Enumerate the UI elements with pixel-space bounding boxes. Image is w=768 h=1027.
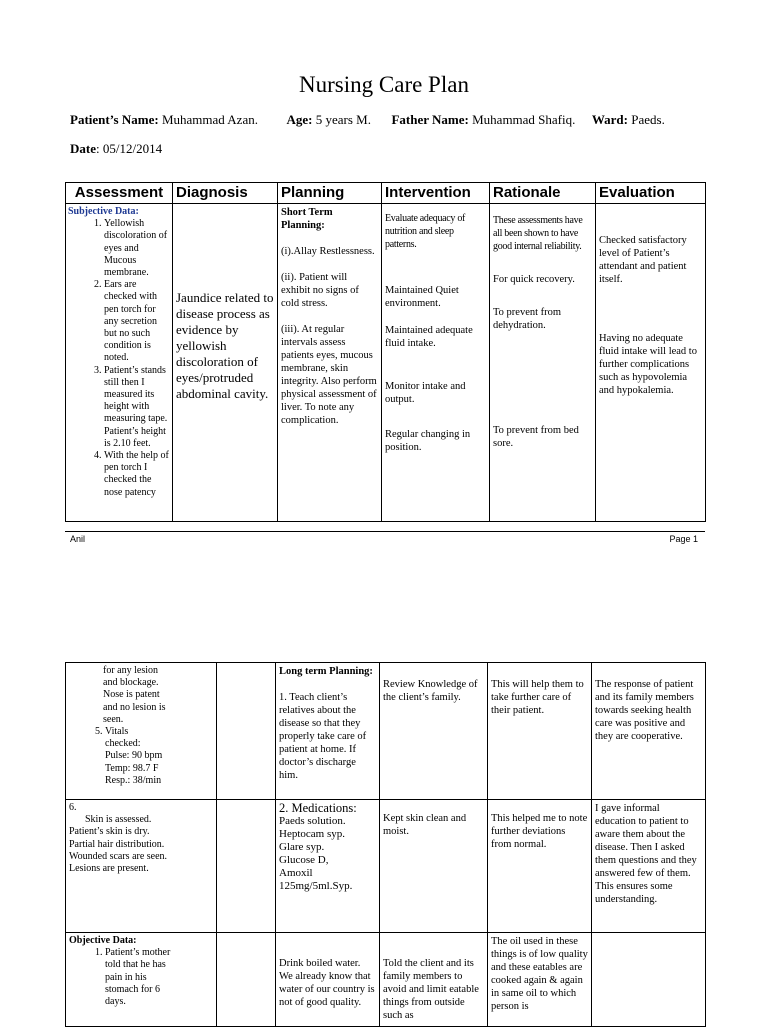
planning-item: (iii). At regular intervals assess patients eyes, mucous membrane, skin integrity. Also perform physical assessment of liver. To note any complication. xyxy=(281,324,377,426)
long-term-heading: Long term Planning: xyxy=(279,666,373,677)
patient-name: Muhammad Azan. xyxy=(158,112,258,127)
header-rationale: Rationale xyxy=(490,183,596,204)
intervention-cell: Kept skin clean and moist. xyxy=(380,800,488,933)
date-label: Date xyxy=(70,141,96,156)
rationale-item: These assessments have all been shown to have good internal reliability. xyxy=(493,215,583,252)
intervention-item: Maintained adequate fluid intake. xyxy=(385,325,473,349)
intervention-cell: Told the client and its family members to avoid and limit eatable things from outside such as xyxy=(380,933,488,1027)
short-term-heading: Short Term Planning: xyxy=(281,207,333,231)
medication-item: Glare syp. xyxy=(279,841,325,853)
assessment-item: 5. Vitals checked: xyxy=(105,726,165,750)
header-intervention: Intervention xyxy=(382,183,490,204)
medication-item: Glucose D, xyxy=(279,854,329,866)
assessment-item: 1. Yellowish discoloration of eyes and Mucous membrane. xyxy=(104,218,169,279)
date-row xyxy=(70,141,162,157)
intervention-cell: Review Knowledge of the client’s family. xyxy=(380,663,488,800)
planning-item: 1. Teach client’s relatives about the disease so that they properly take care of patient at home. If doctor’s discharge him. xyxy=(279,692,367,781)
rationale-cell: This helped me to note further deviations from normal. xyxy=(488,800,592,933)
evaluation-cell xyxy=(592,933,706,1027)
rationale-cell: The oil used in these things is of low quality and these eatables are cooked again & again in same oil to which person is xyxy=(488,933,592,1027)
diagnosis-cell xyxy=(217,663,276,800)
header-diagnosis: Diagnosis xyxy=(173,183,278,204)
intervention-item: Regular changing in position. xyxy=(385,429,471,453)
vital-pulse: Pulse: 90 bpm xyxy=(105,750,163,762)
header-planning: Planning xyxy=(278,183,382,204)
rationale-cell xyxy=(490,204,596,522)
planning-cell xyxy=(276,663,380,800)
diagnosis-cell xyxy=(217,800,276,933)
medication-item: Heptocam syp. xyxy=(279,828,345,840)
assessment-item: 3. Patient’s stands still then I measured its height with measuring tape. Patient’s height is 2.10 feet. xyxy=(104,365,169,450)
planning-item: (ii). Patient will exhibit no signs of cold stress. xyxy=(281,272,359,309)
planning-cell xyxy=(276,800,380,933)
assessment-continued: for any lesion and blockage. Nose is patent and no lesion is seen. xyxy=(103,665,166,725)
rationale-cell: This will help them to take further care of their patient. xyxy=(488,663,592,800)
assessment-number: 6. xyxy=(69,802,77,813)
assessment-item: 2. Ears are checked with pen torch for any secretion but no such condition is noted. xyxy=(104,279,169,364)
rationale-item: For quick recovery. xyxy=(493,274,575,285)
planning-cell xyxy=(278,204,382,522)
ward-label: Ward: xyxy=(591,112,628,127)
vital-temp: Temp: 98.7 F xyxy=(105,762,159,774)
footer-rule xyxy=(65,531,705,532)
assessment-cell xyxy=(66,663,217,800)
evaluation-cell: I gave informal education to patient to aware them about the disease. Then I asked them questions and they answered few of them. This ensures some understanding. xyxy=(592,800,706,933)
header-assessment: Assessment xyxy=(66,183,173,204)
page-title: Nursing Care Plan xyxy=(299,72,469,97)
medication-item: 125mg/5ml.Syp. xyxy=(279,880,353,892)
care-plan-table-page1 xyxy=(65,182,706,522)
medications-heading: 2. Medications: xyxy=(279,801,357,815)
patient-name-label: Patient’s Name: xyxy=(70,112,159,127)
planning-cell: Drink boiled water. We already know that water of our country is not of good quality. xyxy=(276,933,380,1027)
intervention-item: Maintained Quiet environment. xyxy=(385,285,459,309)
evaluation-item: Checked satisfactory level of Patient’s attendant and patient itself. xyxy=(599,235,687,285)
assessment-cell xyxy=(66,800,217,933)
objective-heading: Objective Data: xyxy=(69,935,137,946)
date-value: : 05/12/2014 xyxy=(96,141,163,156)
subjective-heading: Subjective Data: xyxy=(68,206,139,217)
assessment-item: 1. Patient’s mother told that he has pain in his stomach for 6 days. xyxy=(105,947,175,1008)
rationale-item: To prevent from bed sore. xyxy=(493,425,579,449)
intervention-item: Evaluate adequacy of nutrition and sleep patterns. xyxy=(385,213,466,250)
diagnosis-cell xyxy=(217,933,276,1027)
planning-item: (i).Allay Restlessness. xyxy=(281,246,375,257)
care-plan-table-page2 xyxy=(65,662,706,1027)
header-evaluation: Evaluation xyxy=(596,183,706,204)
intervention-cell xyxy=(382,204,490,522)
footer-page-number: Page 1 xyxy=(669,534,698,544)
assessment-cell xyxy=(66,204,173,522)
age-label: Age: xyxy=(286,112,313,127)
medication-item: Amoxil xyxy=(279,867,313,879)
footer-author: Anil xyxy=(70,534,86,544)
ward-value: Paeds. xyxy=(628,112,665,127)
rationale-item: To prevent from dehydration. xyxy=(493,307,562,331)
assessment-item: Skin is assessed. Patient’s skin is dry. Partial hair distribution. Wounded scars are seen. Lesions are present. xyxy=(69,814,168,875)
assessment-item: 4. With the help of pen torch I checked the nose patency xyxy=(104,450,169,499)
medication-item: Paeds solution. xyxy=(279,815,346,827)
age-value: 5 years M. xyxy=(312,112,371,127)
father-value: Muhammad Shafiq. xyxy=(468,112,576,127)
evaluation-item: Having no adequate fluid intake will lead to further complications such as hypovolemia and hypokalemia. xyxy=(599,333,697,396)
diagnosis-cell: Jaundice related to disease process as evidence by yellowish discoloration of eyes/protruded abdominal cavity. xyxy=(173,204,278,522)
assessment-cell xyxy=(66,933,217,1027)
evaluation-cell: The response of patient and its family members towards seeking health care was positive and they are cooperative. xyxy=(592,663,706,800)
evaluation-cell xyxy=(596,204,706,522)
patient-info-row xyxy=(70,112,665,128)
father-label: Father Name: xyxy=(391,112,469,127)
intervention-item: Monitor intake and output. xyxy=(385,381,466,405)
vital-resp: Resp.: 38/min xyxy=(105,774,162,786)
